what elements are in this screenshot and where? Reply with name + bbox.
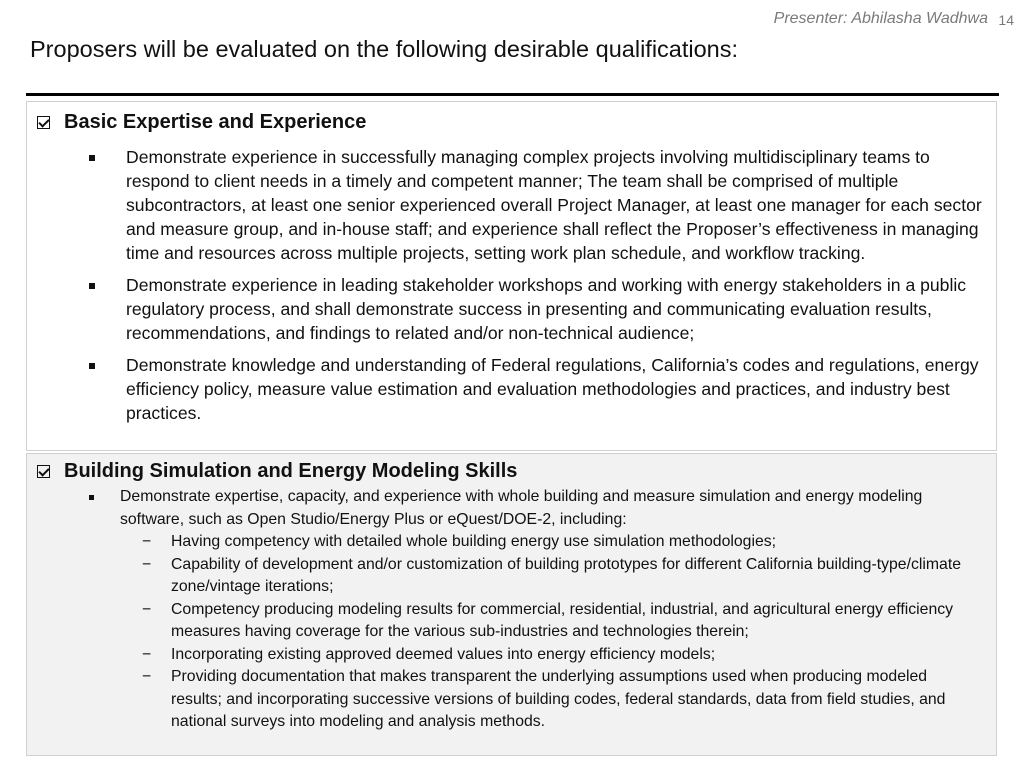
sub-list-item-text: Incorporating existing approved deemed values into energy efficiency models; xyxy=(171,645,716,663)
dash-marker: − xyxy=(142,533,152,550)
section-basic-expertise xyxy=(26,101,997,451)
sub-list-item xyxy=(120,531,982,554)
section-heading-text: Basic Expertise and Experience xyxy=(64,111,367,133)
section-heading xyxy=(37,460,517,483)
sub-list-item-text: Providing documentation that makes transparent the underlying assumptions used when producing modeled results; and incorporating successive versions of building codes, federal standards, data from field studies, and national surveys into modeling and analysis methods. xyxy=(171,668,946,730)
sub-list xyxy=(120,531,982,734)
sub-list-item xyxy=(120,666,982,734)
section-heading xyxy=(37,111,366,134)
checked-box-icon xyxy=(37,116,50,129)
list-item-text: Demonstrate experience in successfully managing complex projects involving multidisciplinary teams to respond to client needs in a timely and competent manner; The team shall be comprised of multiple subcontractors, at least one senior experienced overall Project Manager, at least one manager for each sector and measure group, and in-house staff; and experience shall reflect the Proposer’s effectiveness in managing time and resources across multiple projects, setting work plan schedule, and workflow tracking. xyxy=(126,147,982,263)
sub-list-item-text: Capability of development and/or customization of building prototypes for different California building-type/climate zone/vintage iterations; xyxy=(171,555,961,595)
presenter-label: Presenter: Abhilasha Wadhwa xyxy=(773,10,988,27)
bullet-list xyxy=(27,486,996,734)
dash-marker: − xyxy=(142,600,152,618)
dash-marker: − xyxy=(142,668,152,685)
list-item-text: Demonstrate experience in leading stakeholder workshops and working with energy stakeholders in a public regulatory process, and shall demonstrate success in presenting and communicating evaluation results, recommendations, and findings to related and/or non-technical audience; xyxy=(126,275,967,343)
title-divider xyxy=(26,93,999,96)
list-item-text: Demonstrate knowledge and understanding of Federal regulations, California’s codes and regulations, energy efficiency policy, measure value estimation and evaluation methodologies and practices, and industry best practices. xyxy=(126,355,979,423)
list-item xyxy=(27,353,996,425)
list-item xyxy=(27,273,996,345)
list-item xyxy=(27,486,996,734)
slide-title: Proposers will be evaluated on the following desirable qualifications: xyxy=(30,36,739,62)
sub-list-item xyxy=(120,644,982,667)
checked-box-icon xyxy=(37,465,50,478)
sub-list-item xyxy=(120,554,982,599)
square-bullet-icon xyxy=(89,363,95,369)
sub-list-item-text: Having competency with detailed whole building energy use simulation methodologies; xyxy=(171,533,777,550)
square-bullet-icon xyxy=(89,495,94,500)
sub-list-item-text: Competency producing modeling results for commercial, residential, industrial, and agricultural energy efficiency measures having coverage for the various sub-industries and technologies therein; xyxy=(171,600,954,640)
section-building-simulation xyxy=(26,453,997,756)
page-number: 14 xyxy=(998,12,1014,28)
square-bullet-icon xyxy=(89,155,95,161)
square-bullet-icon xyxy=(89,283,95,289)
dash-marker: − xyxy=(142,645,152,663)
list-item-text: Demonstrate expertise, capacity, and experience with whole building and measure simulation and energy modeling software, such as Open Studio/Energy Plus or eQuest/DOE-2, including: xyxy=(120,488,923,528)
bullet-list xyxy=(27,145,996,433)
sub-list-item xyxy=(120,599,982,644)
list-item xyxy=(27,145,996,265)
dash-marker: − xyxy=(142,555,152,573)
section-heading-text: Building Simulation and Energy Modeling Skills xyxy=(64,460,518,482)
